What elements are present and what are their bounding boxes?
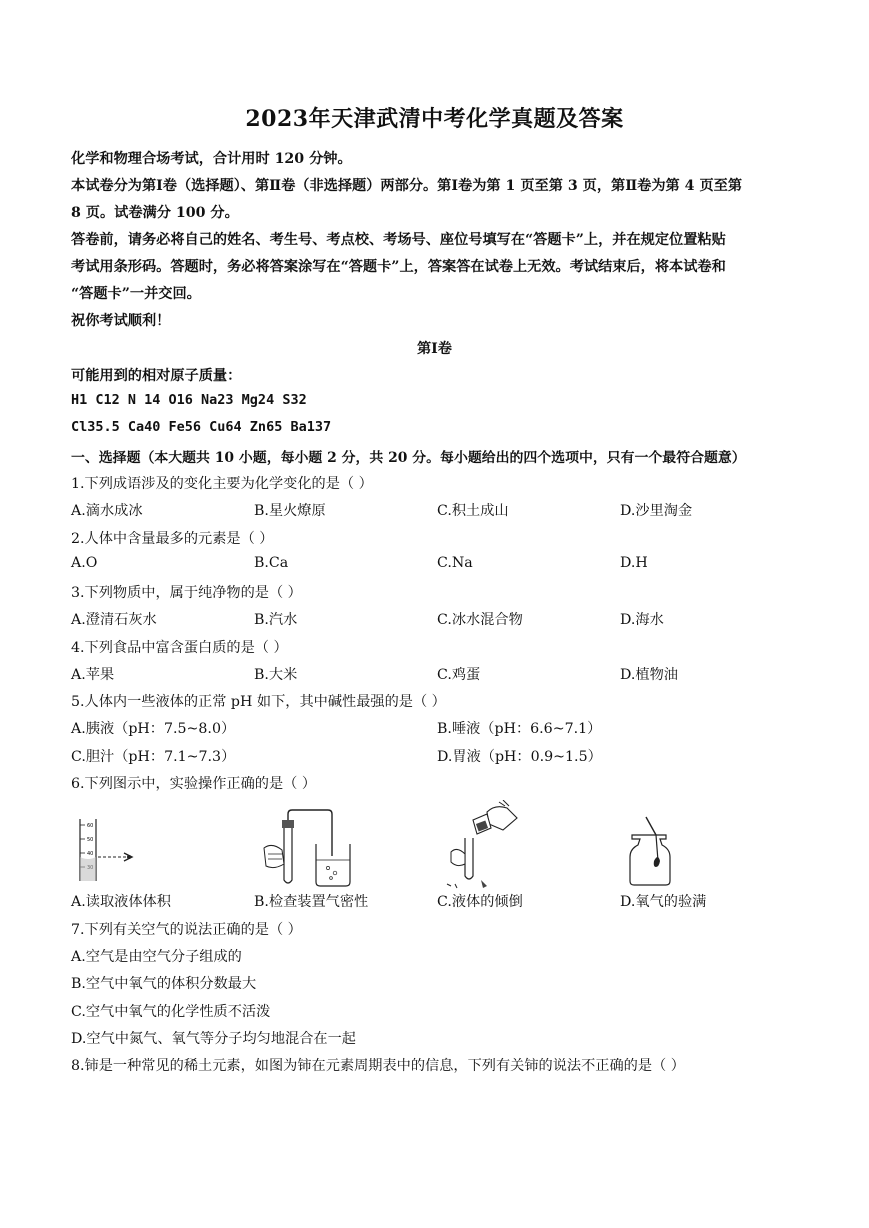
question-3-option-a[interactable]: A.澄清石灰水: [71, 612, 157, 628]
question-7-option-d[interactable]: D.空气中氮气、氧气等分子均匀地混合在一起: [71, 1031, 356, 1047]
question-8-stem: 8.铈是一种常见的稀土元素，如图为铈在元素周期表中的信息，下列有关铈的说法不正确的是（ ）: [71, 1058, 685, 1074]
question-1-option-c[interactable]: C.积土成山: [437, 503, 509, 519]
question-3-option-c[interactable]: C.冰水混合物: [437, 612, 523, 628]
intro-line-3: 8 页。试卷满分 100 分。: [71, 205, 239, 221]
intro-line-4: 答卷前，请务必将自己的姓名、考生号、考点校、考场号、座位号填写在“答题卡”上，并在规定位置粘贴: [71, 232, 726, 248]
section-1-heading: 一、选择题（本大题共 10 小题，每小题 2 分，共 20 分。每小题给出的四个选项中，只有一个最符合题意）: [71, 450, 746, 466]
question-2-option-a[interactable]: A.O: [71, 555, 98, 571]
atomic-mass-row-1: H1 C12 N 14 O16 Na23 Mg24 S32: [71, 392, 307, 408]
question-3-stem: 3.下列物质中，属于纯净物的是（ ）: [71, 585, 302, 601]
question-6-option-d[interactable]: D.氧气的验满: [620, 894, 707, 910]
question-5-stem: 5.人体内一些液体的正常 pH 如下，其中碱性最强的是（ ）: [71, 694, 446, 710]
question-5-option-a[interactable]: A.胰液（pH：7.5~8.0）: [71, 721, 236, 737]
question-6-option-b[interactable]: B.检查装置气密性: [254, 894, 369, 910]
question-4-option-d[interactable]: D.植物油: [620, 667, 678, 683]
cylinder-mark-40: 40: [87, 851, 94, 857]
question-2-option-c[interactable]: C.Na: [437, 555, 473, 571]
intro-line-6: “答题卡”一并交回。: [71, 286, 201, 302]
intro-line-7: 祝你考试顺利！: [71, 313, 171, 329]
question-4-stem: 4.下列食品中富含蛋白质的是（ ）: [71, 640, 288, 656]
cylinder-mark-50: 50: [87, 837, 94, 843]
figure-pouring-liquid: [443, 800, 533, 890]
question-1-option-b[interactable]: B.星火燎原: [254, 503, 326, 519]
question-6-option-a[interactable]: A.读取液体体积: [71, 894, 171, 910]
question-1-stem: 1.下列成语涉及的变化主要为化学变化的是（ ）: [71, 476, 373, 492]
question-2-option-d[interactable]: D.H: [620, 555, 648, 571]
question-3-option-b[interactable]: B.汽水: [254, 612, 298, 628]
atomic-mass-row-2: Cl35.5 Ca40 Fe56 Cu64 Zn65 Ba137: [71, 419, 332, 435]
figure-oxygen-test: [626, 815, 676, 887]
question-6-option-c[interactable]: C.液体的倾倒: [437, 894, 523, 910]
cylinder-mark-60: 60: [87, 823, 94, 829]
question-1-option-d[interactable]: D.沙里淘金: [620, 503, 693, 519]
question-3-option-d[interactable]: D.海水: [620, 612, 664, 628]
question-1-option-a[interactable]: A.滴水成冰: [71, 503, 143, 519]
question-5-option-c[interactable]: C.胆汁（pH：7.1~7.3）: [71, 749, 236, 765]
question-5-option-d[interactable]: D.胃液（pH：0.9~1.5）: [437, 749, 602, 765]
intro-line-1: 化学和物理合场考试，合计用时 120 分钟。: [71, 151, 352, 167]
question-7-option-b[interactable]: B.空气中氧气的体积分数最大: [71, 976, 257, 992]
question-2-option-b[interactable]: B.Ca: [254, 555, 289, 571]
question-4-option-c[interactable]: C.鸡蛋: [437, 667, 481, 683]
page-title: 2023年天津武清中考化学真题及答案: [245, 106, 624, 132]
question-6-stem: 6.下列图示中，实验操作正确的是（ ）: [71, 776, 317, 792]
question-2-stem: 2.人体中含量最多的元素是（ ）: [71, 531, 274, 547]
question-4-option-b[interactable]: B.大米: [254, 667, 298, 683]
question-4-option-a[interactable]: A.苹果: [71, 667, 115, 683]
question-7-option-a[interactable]: A.空气是由空气分子组成的: [71, 949, 242, 965]
intro-line-2: 本试卷分为第Ⅰ卷（选择题）、第Ⅱ卷（非选择题）两部分。第Ⅰ卷为第 1 页至第 3 页，第Ⅱ卷为第 4 页至第: [71, 178, 743, 194]
question-5-option-b[interactable]: B.唾液（pH：6.6~7.1）: [437, 721, 602, 737]
question-7-option-c[interactable]: C.空气中氧气的化学性质不活泼: [71, 1004, 271, 1020]
figure-check-airtightness: [258, 808, 368, 888]
intro-line-5: 考试用条形码。答题时，务必将答案涂写在“答题卡”上，答案答在试卷上无效。考试结束后，将本试卷和: [71, 259, 726, 275]
figure-read-volume: [72, 815, 152, 885]
question-7-stem: 7.下列有关空气的说法正确的是（ ）: [71, 922, 302, 938]
atomic-mass-label: 可能用到的相对原子质量：: [71, 368, 242, 384]
volume-title: 第Ⅰ卷: [416, 341, 452, 357]
